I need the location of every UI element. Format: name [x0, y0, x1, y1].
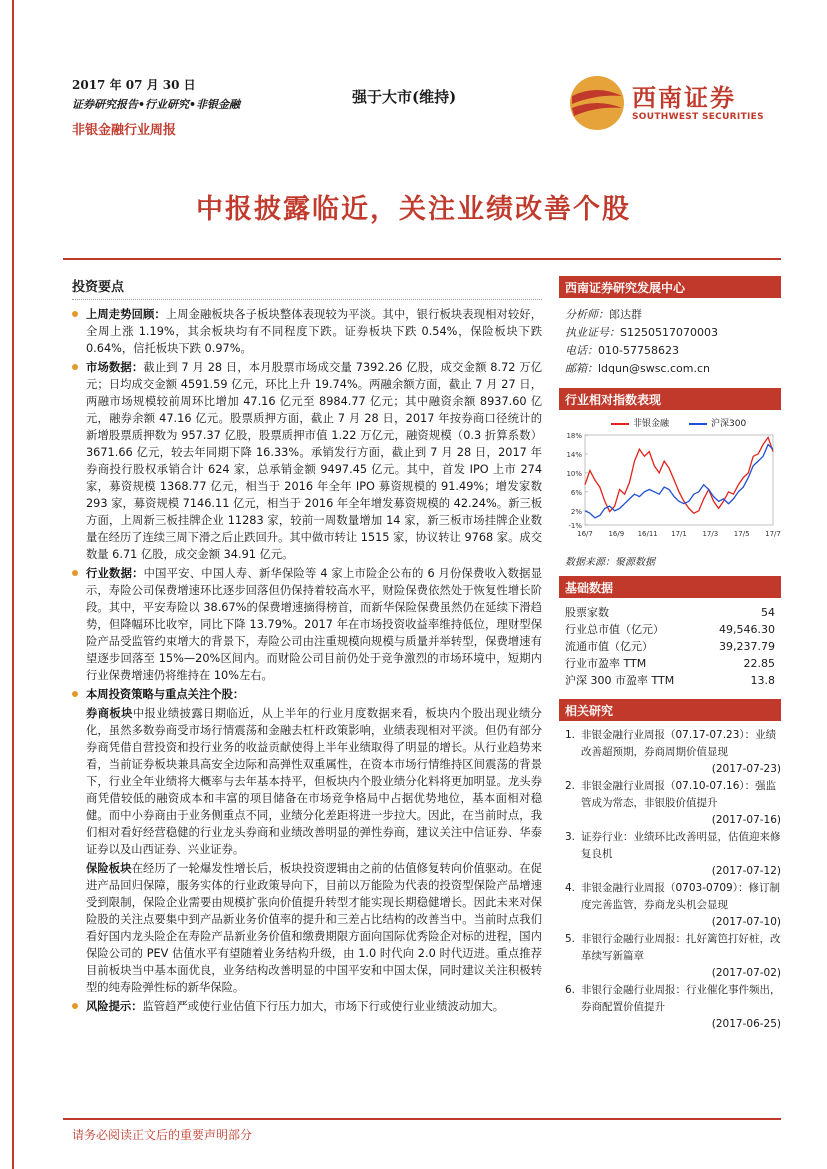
- x-tick-label: 16/11: [637, 530, 658, 538]
- fundamentals-row: [559, 655, 781, 672]
- fundamentals-heading: 基础数据: [559, 576, 781, 598]
- fundamentals-key: 流通市值（亿元）: [565, 640, 653, 653]
- chart-heading: 行业相对指数表现: [559, 388, 781, 410]
- related-item-title: 非银金融行业周报（07.10-07.16）：强监管成为常态，非银股价值提升: [581, 780, 777, 809]
- x-tick-label: 17/7: [765, 530, 781, 538]
- weekly-review-text: 上周金融板块各子板块整体表现较为平淡。其中，银行板块表现相对较好，全周上涨 1.19%，其余板块均有不同程度下跌。证券板块下跌 0.54%，保险板块下跌 0.64%，信托板块下跌 0.97%。: [86, 308, 542, 355]
- market-data: [72, 359, 542, 563]
- y-tick-label: 14%: [566, 450, 582, 459]
- fundamentals-key: 股票家数: [565, 606, 609, 619]
- related-item-title: 非银行金融行业周报：行业催化事件频出，券商配置价值提升: [581, 984, 781, 1013]
- industry-data-label: 行业数据：: [86, 567, 144, 580]
- related-item-date: (2017-07-02): [711, 967, 781, 979]
- related-item[interactable]: [565, 829, 781, 880]
- y-tick-label: 10%: [566, 469, 582, 478]
- relative-index-chart: [559, 416, 781, 551]
- related-item-number: 4.: [565, 882, 576, 894]
- fundamentals-row: [559, 672, 781, 689]
- fundamentals-value: 54: [761, 606, 775, 619]
- fundamentals-key: 沪深 300 市盈率 TTM: [565, 674, 675, 687]
- logo-cn-text: 西南证券: [632, 83, 736, 112]
- related-item-title: 证券行业：业绩环比改善明显，估值迎来修复良机: [581, 831, 781, 860]
- report-type: 证券研究报告•行业研究•非银金融: [72, 98, 241, 111]
- y-tick-label: 6%: [570, 488, 582, 497]
- research-center-heading: 西南证券研究发展中心: [559, 276, 781, 298]
- fundamentals-table: [559, 604, 781, 689]
- fundamentals-value: 49,546.30: [719, 623, 775, 636]
- license-number: S1250517070003: [620, 326, 718, 339]
- related-item[interactable]: [565, 982, 781, 1033]
- report-title: 中报披露临近，关注业绩改善个股: [196, 194, 631, 225]
- related-item[interactable]: [565, 931, 781, 982]
- related-item-title: 非银金融行业周报（0703-0709）：修订制度完善监管，券商龙头机会显现: [581, 882, 780, 911]
- analyst-name: 郎达群: [609, 308, 642, 321]
- risk-warning: [72, 998, 542, 1015]
- report-date: 2017 年 07 月 30 日: [72, 78, 196, 92]
- chart-source: 数据来源：聚源数据: [565, 557, 655, 568]
- y-tick-label: 18%: [566, 432, 582, 440]
- strategy-label: 本周投资策略与重点关注个股：: [86, 688, 245, 701]
- phone-line: 电话：010-57758623: [565, 344, 679, 357]
- weekly-review-label: 上周走势回顾：: [86, 308, 166, 321]
- x-tick-label: 17/5: [733, 530, 750, 538]
- broker-sector-label: 券商板块: [86, 707, 133, 720]
- related-item-date: (2017-06-25): [711, 1018, 781, 1030]
- strategy-heading: [72, 686, 542, 703]
- weekly-review: [72, 306, 542, 357]
- footer-rule: [63, 1118, 781, 1120]
- fundamentals-row: [559, 621, 781, 638]
- related-item[interactable]: [565, 778, 781, 829]
- insurance-sector-label: 保险板块: [86, 862, 132, 875]
- sidebar: [559, 276, 781, 1033]
- email-line: 邮箱：ldqun@swsc.com.cn: [565, 362, 710, 375]
- disclaimer-note: 请务必阅读正文后的重要声明部分: [72, 1128, 253, 1142]
- related-item-date: (2017-07-23): [711, 763, 781, 775]
- legend-item-1: 非银金融: [611, 416, 669, 429]
- bullet-icon: [72, 311, 78, 317]
- bullet-icon: [72, 691, 78, 697]
- chart-plot: [559, 429, 781, 547]
- insurance-sector: [72, 860, 542, 996]
- email-address[interactable]: ldqun@swsc.com.cn: [598, 362, 710, 375]
- related-item-title: 非银行金融行业周报：扎好篱笆打好桩，改革续写新篇章: [581, 933, 781, 962]
- related-item-number: 1.: [565, 729, 576, 741]
- broker-sector-text: 中报业绩披露日期临近，从上半年的行业月度数据来看，板块内个股出现业绩分化，虽然多数券商受市场行情震荡和金融去杠杆政策影响，业绩表现相对平淡。但仍有部分券商凭借自营投资和投行业务的收益贡献使得上半年业绩取得了明显的增长。从行业趋势来看，当前证券板块兼具高安全边际和高弹性双重属性，在资本市场行情维持区间震荡的背景下，行业全年业绩将大概率与去年基本持平，但板块内个股业绩分化料将更加明显。龙头券商凭借较低的融资成本和丰富的项目储备在市场竞争格局中占据优势地位，基本面相对稳健。而中小券商由于业务侧重点不同，业绩分化差距将进一步拉大。因此，在当前时点，我们相对看好经营稳健的行业龙头券商和业绩改善明显的弹性券商，建议关注中信证券、华泰证券以及山西证券、兴业证券。: [86, 707, 542, 856]
- industry-data: [72, 565, 542, 684]
- risk-text: 监管趋严或使行业估值下行压力加大，市场下行或使行业业绩波动加大。: [142, 1000, 505, 1013]
- industry-rating: 强于大市(维持): [352, 88, 457, 106]
- company-logo: [568, 72, 773, 134]
- divider: [72, 299, 542, 300]
- license-line: 执业证号：S1250517070003: [565, 326, 718, 339]
- bullet-icon: [72, 364, 78, 370]
- related-item-number: 2.: [565, 780, 576, 792]
- bullet-icon: [72, 1003, 78, 1009]
- legend-item-2: 沪深300: [689, 416, 746, 429]
- insurance-sector-text: 在经历了一轮爆发性增长后，板块投资逻辑由之前的估值修复转向价值驱动。在促进产品回归保障，服务实体的行业政策导向下，目前以万能险为代表的投资型保险产品增速受到限制，保险企业需要由规模扩张向价值提升转型才能实现长期稳健增长。因此未来对保险股的关注点要集中到产品新业务价值率的提升和三差占比结构的改善当中。当前时点我们看好国内龙头险企在寿险产品新业务价值和缴费期限方面向国际优秀险企对标的进程，国内保险公司的 PEV 估值水平有望随着业务结构升级，由 1.0 时代向 2.0 时代迈进。重点推荐目前板块当中基本面优良，业务结构改善明显的中国平安和中国太保，同时建议关注积极转型的纯寿险弹性标的新华保险。: [86, 862, 542, 994]
- related-research-list: [559, 727, 781, 1033]
- report-series: 非银金融行业周报: [72, 123, 177, 138]
- market-data-text: 截止到 7 月 28 日，本月股票市场成交量 7392.26 亿股，成交金额 8.72 万亿元；日均成交金额 4591.59 亿元，环比上升 19.74%。两融余额方面，截止 7 月 27 日，两融市场规模较前周环比增加 47.16 亿元至 8984.77 亿元；其中融资余额 8937.60 亿元，融券余额 47.16 亿元。股票质押方面，截止 7 月 28 日，2017 年按券商口径统计的新增股票质押数为 957.37 亿股，股票质押市值 1.22 万亿元，融资规模（0.3 折算系数）3671.66 亿元，较去年同期下降 16.33%。承销发行方面，截止到 7 月 28 日，2017 年券商投行股权承销合计 624 家，总承销金额 9497.45 亿元。其中，首发 IPO 上市 274 家，募资规模 1368.77 亿元，相当于 2016 年全年 IPO 募资规模的 91.49%；增发家数 293 家，募资规模 7146.11 亿元，相当于 2016 年全年增发募资规模的 42.24%。新三板方面，上周新三板挂牌企业 11283 家，较前一周数量增加 14 家，新三板市场挂牌企业数量在经历了连续三周下滑之后止跌回升。其中做市转让 1515 家，协议转让 9768 家。成交数量 6.71 亿股，成交金额 34.91 亿元。: [86, 361, 542, 561]
- related-item-date: (2017-07-16): [711, 814, 781, 826]
- x-tick-label: 17/3: [702, 530, 719, 538]
- related-item-date: (2017-07-10): [711, 916, 781, 928]
- x-tick-label: 17/1: [671, 530, 687, 538]
- investment-heading: 投资要点: [72, 280, 125, 295]
- related-item-number: 6.: [565, 984, 576, 996]
- investment-highlights: [72, 276, 542, 1017]
- x-tick-label: 16/7: [577, 530, 593, 538]
- phone-number: 010-57758623: [598, 344, 679, 357]
- chart-legend: [559, 416, 781, 429]
- logo-emblem-icon: [568, 74, 626, 132]
- related-item[interactable]: [565, 880, 781, 931]
- bullet-icon: [72, 570, 78, 576]
- left-accent-rule: [12, 0, 14, 1169]
- y-tick-label: -1%: [568, 522, 582, 530]
- related-item-number: 3.: [565, 831, 576, 843]
- fundamentals-row: [559, 604, 781, 621]
- fundamentals-key: 行业总市值（亿元）: [565, 623, 664, 636]
- market-data-label: 市场数据：: [86, 361, 144, 374]
- fundamentals-value: 22.85: [743, 657, 775, 670]
- title-rule: [63, 258, 781, 260]
- related-item-date: (2017-07-12): [711, 865, 781, 877]
- logo-en-text: SOUTHWEST SECURITIES: [632, 112, 764, 122]
- related-item[interactable]: [565, 727, 781, 778]
- related-item-title: 非银金融行业周报（07.17-07.23）：业绩改善超预期，券商周期价值显现: [581, 729, 777, 758]
- analyst-line: 分析师：郎达群: [565, 308, 642, 321]
- related-item-number: 5.: [565, 933, 576, 945]
- chart-frame: [585, 435, 773, 525]
- x-tick-label: 16/9: [608, 530, 625, 538]
- fundamentals-key: 行业市盈率 TTM: [565, 657, 647, 670]
- broker-sector: [72, 705, 542, 858]
- fundamentals-value: 39,237.79: [719, 640, 775, 653]
- related-research-heading: 相关研究: [559, 699, 781, 721]
- industry-data-text: 中国平安、中国人寿、新华保险等 4 家上市险企公布的 6 月份保费收入数据显示，寿险公司保费增速环比逐步回落但仍保持着较高水平，财险保费依然处于恢复性增长阶段。其中，平安寿险以 38.67%的保费增速摘得榜首，而新华保险保费虽然仍在延续下滑趋势，但降幅环比收窄，同比下降 13.79%。2017 年在市场投资收益率维持低位，理财型保险产品受监管约束增大的背景下，寿险公司由注重规模向规模与质量并举转型，保费增速有望逐步回落至 15%—20%区间内。而财险公司目前仍处于竞争激烈的市场环境中，短期内行业保费增速仍将维持在 10%左右。: [86, 567, 542, 682]
- fundamentals-row: [559, 638, 781, 655]
- fundamentals-value: 13.8: [750, 674, 775, 687]
- risk-label: 风险提示：: [86, 1000, 143, 1013]
- y-tick-label: 2%: [570, 507, 582, 516]
